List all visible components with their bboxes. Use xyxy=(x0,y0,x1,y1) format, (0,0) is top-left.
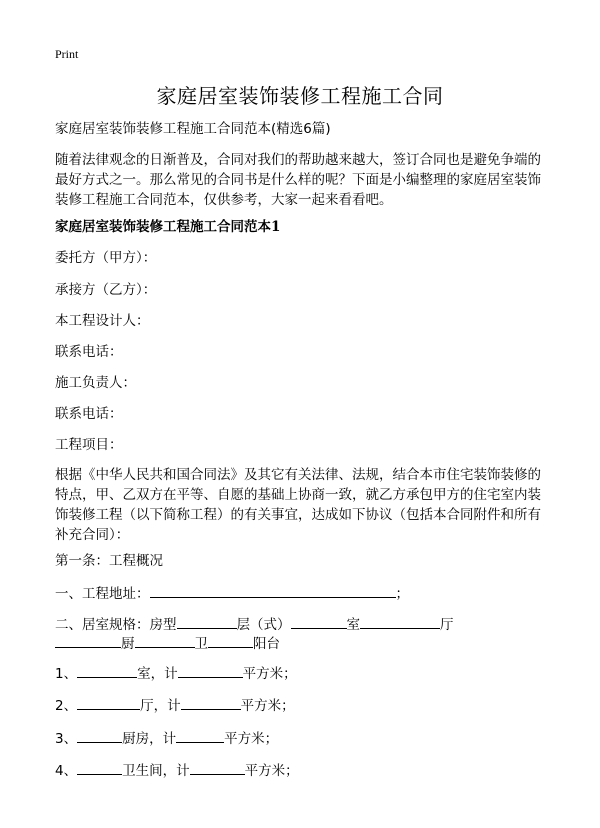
intro-line: 随着法律观念的日渐普及，合同对我们的帮助越来越大，签订合同也是避免争端的 xyxy=(55,152,541,168)
spec-line xyxy=(55,614,454,635)
area-item xyxy=(55,663,297,684)
blank xyxy=(190,760,245,775)
spec-kitchen: 厨 xyxy=(121,636,135,652)
item-name: 厅，计 xyxy=(140,698,181,714)
spec-label: 二、居室规格：房型 xyxy=(55,617,177,633)
item-number: 4、 xyxy=(55,763,78,779)
item-name: 厨房，计 xyxy=(122,731,177,747)
basis-paragraph xyxy=(55,465,541,545)
section-heading: 家庭居室装饰装修工程施工合同范本1 xyxy=(55,219,281,235)
site-manager-field: 施工负责人： xyxy=(55,375,136,391)
item-number: 3、 xyxy=(55,731,78,747)
item-number: 2、 xyxy=(55,698,78,714)
document-title: 家庭居室装饰装修工程施工合同 xyxy=(156,84,444,108)
spec-line-2 xyxy=(55,633,280,654)
area-item xyxy=(55,695,295,716)
blank xyxy=(181,695,241,710)
area-item xyxy=(55,760,299,781)
item-name: 卫生间，计 xyxy=(122,763,190,779)
blank xyxy=(77,760,122,775)
blank xyxy=(77,728,122,743)
spec-hall: 厅 xyxy=(440,617,454,633)
blank xyxy=(208,633,253,648)
blank xyxy=(291,614,347,629)
intro-line: 最好方式之一。那么常见的合同书是什么样的呢？下面是小编整理的家庭居室装饰 xyxy=(55,172,541,188)
address-suffix: ； xyxy=(395,586,409,602)
spec-bath: 卫 xyxy=(194,636,208,652)
client-field: 委托方（甲方）： xyxy=(55,250,157,266)
print-link[interactable]: Print xyxy=(55,47,79,61)
blank xyxy=(135,633,195,648)
blank xyxy=(360,614,440,629)
blank xyxy=(178,663,243,678)
spec-balcony: 阳台 xyxy=(253,636,280,652)
item-unit: 平方米； xyxy=(242,666,297,682)
article-heading: 第一条：工程概况 xyxy=(55,553,163,569)
contractor-field: 承接方（乙方）： xyxy=(55,282,157,298)
basis-line: 特点，甲、乙双方在平等、自愿的基础上协商一致，就乙方承包甲方的住宅室内装 xyxy=(55,487,541,503)
address-label: 一、工程地址： xyxy=(55,586,150,602)
designer-field: 本工程设计人： xyxy=(55,313,150,329)
document-subtitle: 家庭居室装饰装修工程施工合同范本(精选6篇) xyxy=(55,121,331,137)
item-name: 室，计 xyxy=(137,666,178,682)
intro-line: 装修工程施工合同范本，仅供参考，大家一起来看看吧。 xyxy=(55,192,393,208)
spec-room: 室 xyxy=(346,617,360,633)
spec-floor: 层（式） xyxy=(236,617,291,633)
blank xyxy=(77,695,140,710)
basis-line: 补充合同）： xyxy=(55,527,130,543)
address-blank xyxy=(150,583,396,598)
phone-field: 联系电话： xyxy=(55,344,123,360)
blank xyxy=(176,728,224,743)
blank xyxy=(77,663,137,678)
phone-field: 联系电话： xyxy=(55,406,123,422)
project-field: 工程项目： xyxy=(55,437,123,453)
area-item xyxy=(55,728,278,749)
blank xyxy=(177,614,237,629)
blank xyxy=(55,633,121,648)
item-number: 1、 xyxy=(55,666,78,682)
intro-paragraph xyxy=(55,150,541,210)
item-unit: 平方米； xyxy=(244,763,299,779)
item-unit: 平方米； xyxy=(240,698,295,714)
item-unit: 平方米； xyxy=(224,731,279,747)
address-line xyxy=(55,583,409,604)
basis-line: 根据《中华人民共和国合同法》及其它有关法律、法规，结合本市住宅装饰装修的 xyxy=(55,467,541,483)
basis-line: 饰装修工程（以下简称工程）的有关事宜，达成如下协议（包括本合同附件和所有 xyxy=(55,507,541,523)
